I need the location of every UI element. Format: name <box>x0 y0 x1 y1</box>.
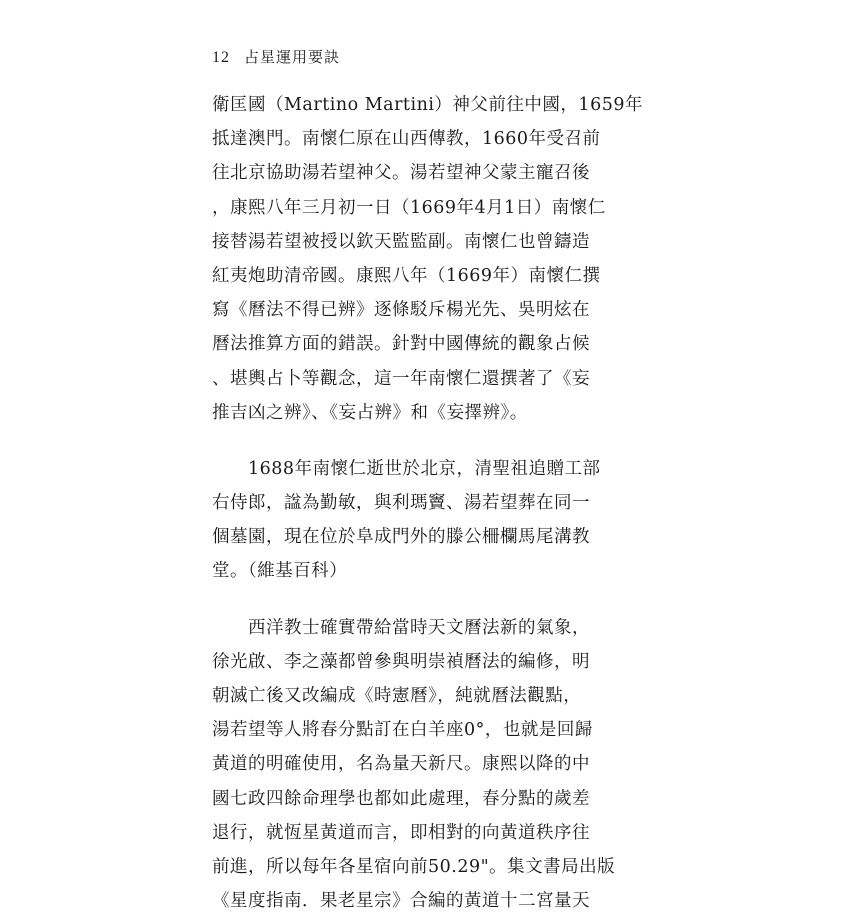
text-line: 退行，就恆星黃道而言，即相對的向黃道秩序往 <box>212 822 590 843</box>
paragraph-spacer <box>212 430 617 452</box>
text-line: 朝滅亡後又改編成《時憲曆》，純就曆法觀點， <box>212 686 582 706</box>
text-line: 、堪輿占卜等觀念，這一年南懷仁還撰著了《妄 <box>212 368 590 389</box>
text-line: 湯若望等人將春分點訂在白羊座0°，也就是回歸 <box>212 720 593 741</box>
text-line: 前進，所以每年各星宿向前50.29"。集文書局出版 <box>212 856 616 877</box>
paragraph-1 <box>212 88 643 430</box>
text-line: 西洋教士確實帶給當時天文曆法新的氣象， <box>248 617 590 638</box>
text-line: ，康熙八年三月初一日（1669年4月1日）南懷仁 <box>212 197 606 218</box>
paragraph-spacer <box>212 589 617 611</box>
text-line: 衛匡國（Martino Martini）神父前往中國，1659年 <box>212 95 643 115</box>
page-number: 12 <box>212 49 230 66</box>
text-line: 右侍郎，諡為勤敏，與利瑪竇、湯若望葬在同一 <box>212 493 590 514</box>
text-line: 國七政四餘命理學也都如此處理，春分點的歲差 <box>212 788 590 809</box>
paragraph-3 <box>212 611 617 918</box>
running-header <box>212 46 340 67</box>
body-text <box>212 88 643 918</box>
text-line: 徐光啟、李之藻都曾參與明崇禎曆法的編修，明 <box>212 651 590 672</box>
text-line: 堂。（維基百科） <box>212 561 348 582</box>
text-line: 紅夷炮助清帝國。康熙八年（1669年）南懷仁撰 <box>212 265 601 286</box>
text-line: 推吉凶之辨》、《妄占辨》和《妄擇辨》。 <box>212 402 528 423</box>
text-line: 抵達澳門。南懷仁原在山西傳教，1660年受召前 <box>212 129 601 150</box>
text-line: 接替湯若望被授以欽天監監副。南懷仁也曾鑄造 <box>212 231 590 252</box>
text-line: 個墓園，現在位於阜成門外的滕公柵欄馬尾溝教 <box>212 527 590 548</box>
text-line: 1688年南懷仁逝世於北京，清聖祖追贈工部 <box>248 458 601 479</box>
book-title: 占星運用要訣 <box>244 48 341 66</box>
text-line: 寫《曆法不得已辨》逐條駁斥楊光先、吳明炫在 <box>212 300 590 321</box>
text-line: 《星度指南．果老星宗》合編的黃道十二宮量天 <box>212 891 590 912</box>
text-line: 往北京協助湯若望神父。湯若望神父蒙主寵召後 <box>212 163 590 184</box>
text-line: 黃道的明確使用，名為量天新尺。康熙以降的中 <box>212 754 590 775</box>
paragraph-2 <box>212 452 617 589</box>
text-line: 曆法推算方面的錯誤。針對中國傳統的觀象占候 <box>212 334 590 355</box>
